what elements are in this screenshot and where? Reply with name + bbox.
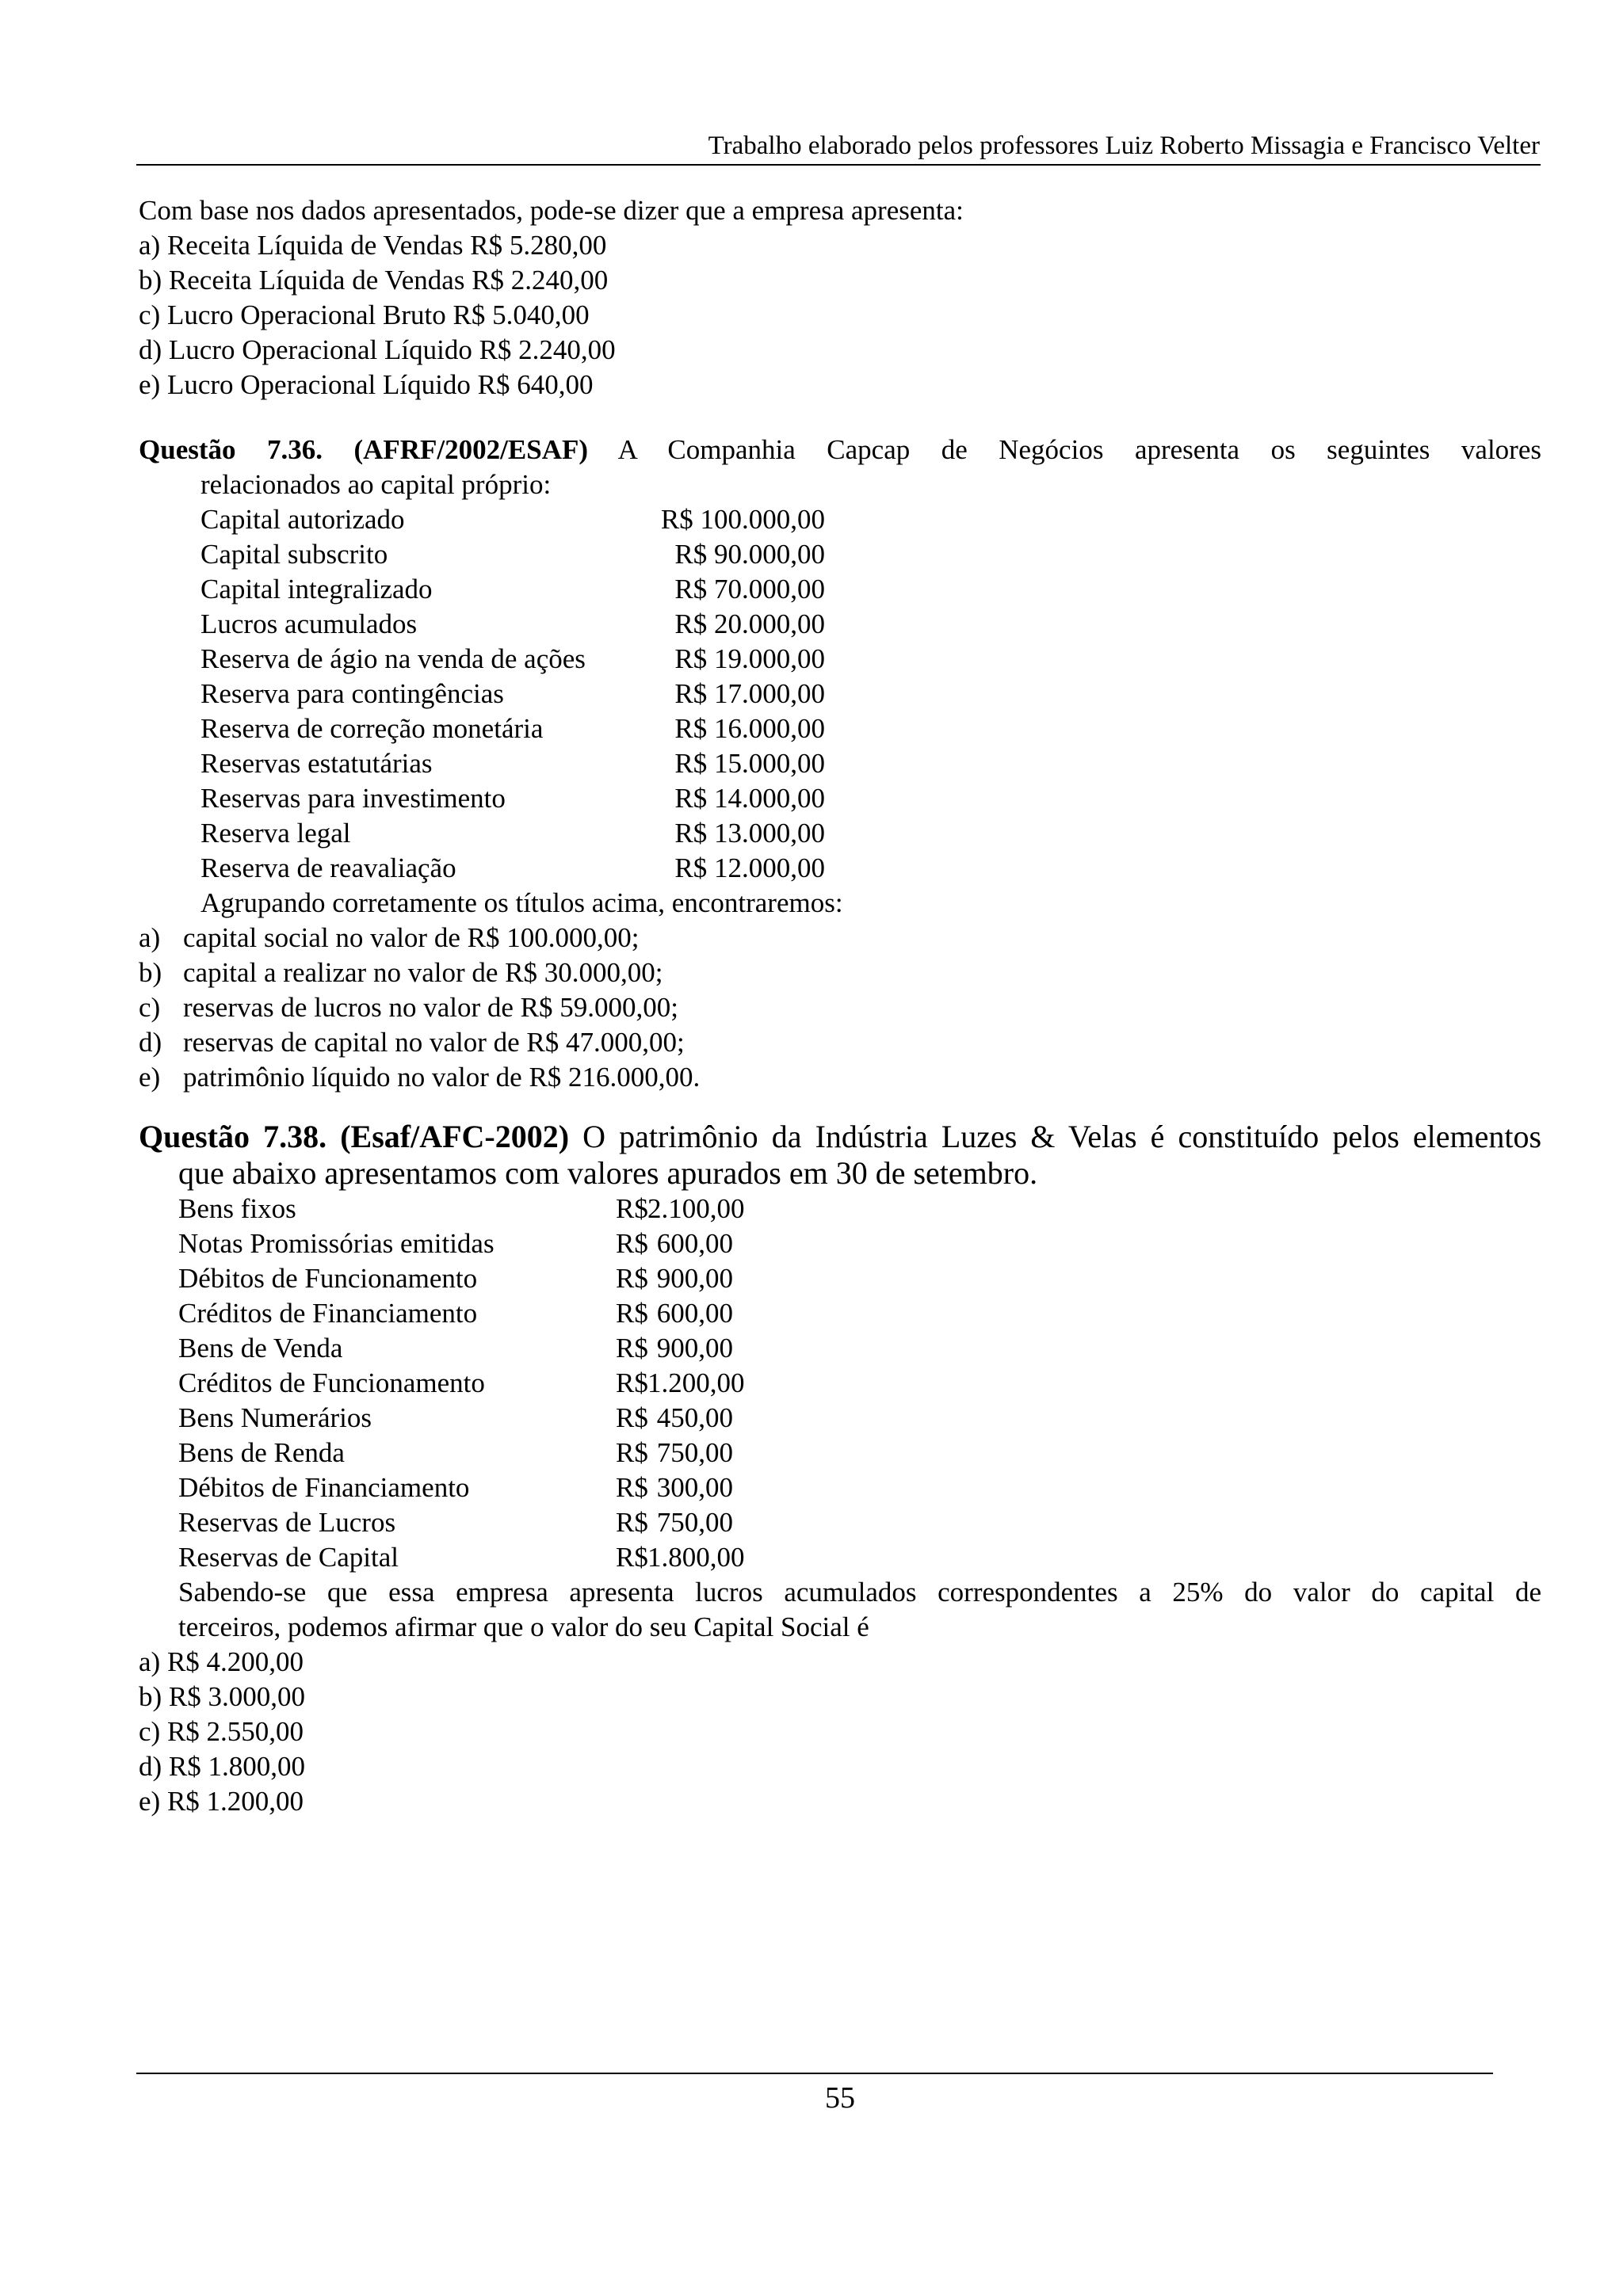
question-7-36: [139, 433, 1541, 1095]
table-row: Bens de Renda R$ 750,00: [178, 1437, 733, 1468]
answer-option: e) R$ 1.200,00: [139, 1786, 304, 1817]
answer-option: c) Lucro Operacional Bruto R$ 5.040,00: [139, 299, 590, 330]
intro-word: Capcap: [827, 434, 911, 465]
table-row: Notas Promissórias emitidas R$ 600,00: [178, 1228, 733, 1259]
table-row: Capital subscrito R$ 90.000,00: [200, 539, 825, 570]
table-row: Créditos de Funcionamento R$ 1.200,00: [178, 1367, 745, 1398]
intro-word: de: [941, 434, 968, 465]
running-header: Trabalho elaborado pelos professores Luiz Roberto Missagia e Francisco Velter: [708, 132, 1540, 160]
question-intro-continued: relacionados ao capital próprio:: [200, 469, 552, 500]
table-row: Lucros acumulados R$ 20.000,00: [200, 608, 825, 639]
table-row: Reserva de reavaliação R$ 12.000,00: [200, 852, 825, 883]
question-source: (Esaf/AFC-2002): [340, 1119, 570, 1154]
table-row: Capital autorizado R$ 100.000,00: [200, 504, 825, 535]
question-prompt-continued: terceiros, podemos afirmar que o valor do seu Capital Social é: [178, 1611, 869, 1642]
table-row: Reserva para contingências R$ 17.000,00: [200, 678, 825, 709]
question-intro: [139, 433, 1541, 467]
table-row: Débitos de Funcionamento R$ 900,00: [178, 1263, 733, 1294]
answer-option: b) R$ 3.000,00: [139, 1681, 305, 1712]
answer-option: c) R$ 2.550,00: [139, 1716, 304, 1747]
question-label: Questão 7.38.: [139, 1119, 327, 1154]
question-source: (AFRF/2002/ESAF): [353, 434, 589, 465]
intro-word: os: [1270, 434, 1296, 465]
table-row: Reserva legal R$ 13.000,00: [200, 818, 825, 849]
answer-option: b) capital a realizar no valor de R$ 30.000,00;: [139, 957, 663, 988]
intro-word: A: [617, 434, 636, 465]
table-row: Créditos de Financiamento R$ 600,00: [178, 1298, 733, 1329]
previous-question: [139, 193, 1541, 402]
page-content: [139, 193, 1541, 1819]
table-row: Débitos de Financiamento R$ 300,00: [178, 1472, 733, 1503]
answer-option: e) Lucro Operacional Líquido R$ 640,00: [139, 369, 594, 400]
question-prompt: Sabendo-se que essa empresa apresenta lucros acumulados correspondentes a 25% do valor do capital de: [178, 1577, 1541, 1608]
answer-option: d) reservas de capital no valor de R$ 47.000,00;: [139, 1027, 685, 1058]
table-row: Bens Numerários R$ 450,00: [178, 1402, 733, 1433]
answer-option: c) reservas de lucros no valor de R$ 59.000,00;: [139, 992, 678, 1023]
question-label: Questão 7.36.: [139, 434, 323, 465]
intro-word: apresenta: [1134, 434, 1240, 465]
table-row: Capital integralizado R$ 70.000,00: [200, 574, 825, 605]
table-row: Reservas de Lucros R$ 750,00: [178, 1507, 733, 1538]
answer-option: b) Receita Líquida de Vendas R$ 2.240,00: [139, 265, 609, 296]
answer-option: a) capital social no valor de R$ 100.000,00;: [139, 922, 640, 953]
table-row: Bens de Venda R$ 900,00: [178, 1333, 733, 1363]
question-intro-continued: que abaixo apresentamos com valores apurados em 30 de setembro.: [178, 1155, 1038, 1191]
question-intro-text: O patrimônio da Indústria Luzes & Velas é constituído pelos elementos: [582, 1119, 1542, 1154]
table-row: Reservas estatutárias R$ 15.000,00: [200, 748, 825, 779]
question-statement: Com base nos dados apresentados, pode-se dizer que a empresa apresenta:: [139, 195, 964, 226]
answer-option: d) R$ 1.800,00: [139, 1751, 305, 1782]
values-table: [139, 502, 1541, 886]
question-prompt: Agrupando corretamente os títulos acima, encontraremos:: [200, 887, 843, 918]
table-row: Reserva de ágio na venda de ações R$ 19.000,00: [200, 643, 825, 674]
values-table: [139, 1192, 1541, 1575]
page-number: 55: [825, 2081, 855, 2115]
intro-word: valores: [1461, 434, 1541, 465]
answer-option: a) Receita Líquida de Vendas R$ 5.280,00: [139, 230, 607, 261]
question-7-38: [139, 1119, 1541, 1819]
intro-word: Companhia: [667, 434, 796, 465]
answer-option: a) R$ 4.200,00: [139, 1646, 304, 1677]
header-rule: [136, 164, 1541, 166]
table-row: Reservas para investimento R$ 14.000,00: [200, 783, 825, 814]
intro-word: seguintes: [1327, 434, 1430, 465]
question-intro: [139, 1119, 1541, 1155]
answer-option: d) Lucro Operacional Líquido R$ 2.240,00: [139, 334, 616, 365]
answer-option: e) patrimônio líquido no valor de R$ 216.000,00.: [139, 1062, 701, 1093]
table-row: Reservas de Capital R$ 1.800,00: [178, 1542, 745, 1573]
footer-rule: [136, 2073, 1493, 2074]
table-row: Bens fixos R$ 2.100,00: [178, 1193, 745, 1224]
intro-word: Negócios: [999, 434, 1104, 465]
table-row: Reserva de correção monetária R$ 16.000,00: [200, 713, 825, 744]
answer-options: [139, 921, 1541, 1095]
